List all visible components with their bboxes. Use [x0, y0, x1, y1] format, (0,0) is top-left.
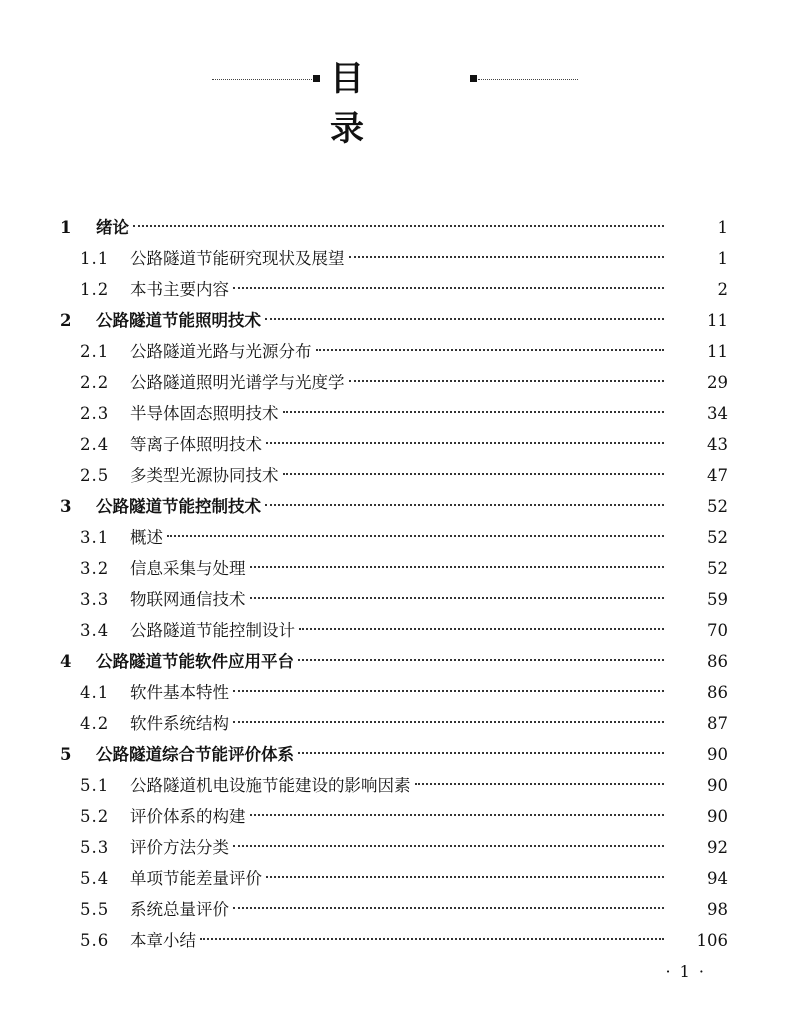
toc-entry-title: 公路隧道节能照明技术 [96, 311, 261, 330]
toc-entry-title: 公路隧道机电设施节能建设的影响因素 [130, 776, 411, 795]
toc-entry-title: 多类型光源协同技术 [130, 466, 279, 485]
toc-section-entry[interactable] [0, 677, 790, 708]
dot-leader [233, 690, 664, 692]
toc-entry-page: 11 [707, 342, 728, 361]
toc-entry-number: 3.3 [80, 590, 110, 609]
toc-entry-number: 2.3 [80, 404, 110, 423]
toc-entry-page: 34 [707, 404, 728, 423]
toc-entry-page: 1 [717, 218, 728, 237]
dot-leader [250, 566, 665, 568]
dot-leader [200, 938, 664, 940]
dot-leader [265, 504, 664, 506]
toc-entry-title: 物联网通信技术 [130, 590, 246, 609]
toc-entry-number: 5.5 [80, 900, 110, 919]
toc-entry-title: 本章小结 [130, 931, 196, 950]
dot-leader [349, 380, 665, 382]
toc-entry-number: 2.4 [80, 435, 110, 454]
dot-leader [233, 845, 664, 847]
toc-entry-number: 5 [60, 745, 72, 764]
toc-entry-page: 87 [707, 714, 728, 733]
toc-section-entry[interactable] [0, 925, 790, 956]
toc-entry-page: 29 [707, 373, 728, 392]
page-title: 目 录 [330, 59, 410, 149]
toc-section-entry[interactable] [0, 274, 790, 305]
toc-section-entry[interactable] [0, 460, 790, 491]
toc-entry-page: 11 [707, 311, 728, 330]
dot-leader [349, 256, 665, 258]
toc-entry-page: 90 [707, 776, 728, 795]
dot-leader [265, 318, 664, 320]
toc-entry-title: 本书主要内容 [130, 280, 229, 299]
toc-entry-title: 半导体固态照明技术 [130, 404, 279, 423]
toc-entry-number: 5.1 [80, 776, 110, 795]
toc-entry-title: 公路隧道节能研究现状及展望 [130, 249, 345, 268]
toc-entry-title: 评价体系的构建 [130, 807, 246, 826]
toc-entry-title: 概述 [130, 528, 163, 547]
toc-chapter-entry[interactable] [0, 739, 790, 770]
toc-entry-number: 5.2 [80, 807, 110, 826]
toc-chapter-entry[interactable] [0, 646, 790, 677]
toc-entry-title: 评价方法分类 [130, 838, 229, 857]
dot-leader [298, 659, 664, 661]
toc-entry-page: 52 [707, 497, 728, 516]
toc-chapter-entry[interactable] [0, 305, 790, 336]
toc-entry-page: 70 [707, 621, 728, 640]
toc-entry-number: 5.4 [80, 869, 110, 888]
page-number: · 1 · [665, 962, 706, 981]
toc-section-entry[interactable] [0, 429, 790, 460]
toc-entry-page: 92 [707, 838, 728, 857]
dot-leader [316, 349, 665, 351]
toc-chapter-entry[interactable] [0, 212, 790, 243]
toc-section-entry[interactable] [0, 801, 790, 832]
toc-entry-title: 单项节能差量评价 [130, 869, 262, 888]
toc-section-entry[interactable] [0, 553, 790, 584]
toc-entry-page: 94 [707, 869, 728, 888]
toc-entry-title: 公路隧道节能控制设计 [130, 621, 295, 640]
toc-entry-number: 2.2 [80, 373, 110, 392]
toc-entry-page: 43 [707, 435, 728, 454]
toc-entry-number: 1.1 [80, 249, 110, 268]
toc-entry-page: 86 [707, 683, 728, 702]
toc-title-block [0, 52, 790, 149]
toc-entry-number: 1.2 [80, 280, 110, 299]
toc-entry-number: 5.6 [80, 931, 110, 950]
toc-entry-title: 信息采集与处理 [130, 559, 246, 578]
toc-entry-page: 90 [707, 807, 728, 826]
toc-chapter-entry[interactable] [0, 491, 790, 522]
toc-entry-number: 4.1 [80, 683, 110, 702]
dot-leader [266, 876, 664, 878]
toc-entry-page: 59 [707, 590, 728, 609]
toc-entry-title: 软件系统结构 [130, 714, 229, 733]
toc-entry-number: 4.2 [80, 714, 110, 733]
dot-leader [233, 721, 664, 723]
toc-section-entry[interactable] [0, 243, 790, 274]
toc-entry-page: 1 [717, 249, 728, 268]
toc-entry-page: 86 [707, 652, 728, 671]
toc-entry-page: 52 [707, 559, 728, 578]
dot-leader [167, 535, 664, 537]
dot-leader [250, 814, 665, 816]
toc-entry-number: 2.1 [80, 342, 110, 361]
toc-entry-page: 2 [717, 280, 728, 299]
toc-section-entry[interactable] [0, 522, 790, 553]
toc-entry-page: 47 [707, 466, 728, 485]
toc-section-entry[interactable] [0, 398, 790, 429]
dot-leader [415, 783, 665, 785]
toc-entry-page: 90 [707, 745, 728, 764]
dot-leader [283, 411, 665, 413]
toc-section-entry[interactable] [0, 708, 790, 739]
dot-leader [283, 473, 665, 475]
dot-leader [133, 225, 664, 227]
toc-entry-number: 2.5 [80, 466, 110, 485]
toc-entry-title: 软件基本特性 [130, 683, 229, 702]
title-dot-left [313, 75, 320, 82]
dot-leader [299, 628, 664, 630]
toc-entry-number: 3.4 [80, 621, 110, 640]
toc-entry-number: 1 [60, 218, 72, 237]
toc-section-entry[interactable] [0, 615, 790, 646]
toc-entry-title: 公路隧道节能控制技术 [96, 497, 261, 516]
toc-entry-number: 4 [60, 652, 72, 671]
dot-leader [233, 907, 664, 909]
table-of-contents [0, 212, 790, 956]
toc-entry-number: 2 [60, 311, 72, 330]
toc-section-entry[interactable] [0, 336, 790, 367]
dot-leader [233, 287, 664, 289]
title-rule-left [212, 79, 312, 80]
toc-entry-page: 98 [707, 900, 728, 919]
toc-entry-title: 等离子体照明技术 [130, 435, 262, 454]
toc-entry-title: 绪论 [96, 218, 129, 237]
title-dot-right [470, 75, 477, 82]
toc-section-entry[interactable] [0, 584, 790, 615]
toc-entry-title: 公路隧道照明光谱学与光度学 [130, 373, 345, 392]
toc-entry-number: 3 [60, 497, 72, 516]
dot-leader [298, 752, 664, 754]
toc-section-entry[interactable] [0, 894, 790, 925]
toc-entry-title: 系统总量评价 [130, 900, 229, 919]
toc-entry-title: 公路隧道综合节能评价体系 [96, 745, 294, 764]
dot-leader [250, 597, 665, 599]
dot-leader [266, 442, 664, 444]
toc-entry-page: 106 [696, 931, 728, 950]
toc-entry-number: 3.1 [80, 528, 110, 547]
toc-section-entry[interactable] [0, 367, 790, 398]
toc-entry-number: 3.2 [80, 559, 110, 578]
toc-section-entry[interactable] [0, 863, 790, 894]
toc-entry-number: 5.3 [80, 838, 110, 857]
toc-entry-title: 公路隧道节能软件应用平台 [96, 652, 294, 671]
toc-section-entry[interactable] [0, 832, 790, 863]
toc-section-entry[interactable] [0, 770, 790, 801]
title-rule-right [478, 79, 578, 80]
toc-entry-title: 公路隧道光路与光源分布 [130, 342, 312, 361]
toc-entry-page: 52 [707, 528, 728, 547]
